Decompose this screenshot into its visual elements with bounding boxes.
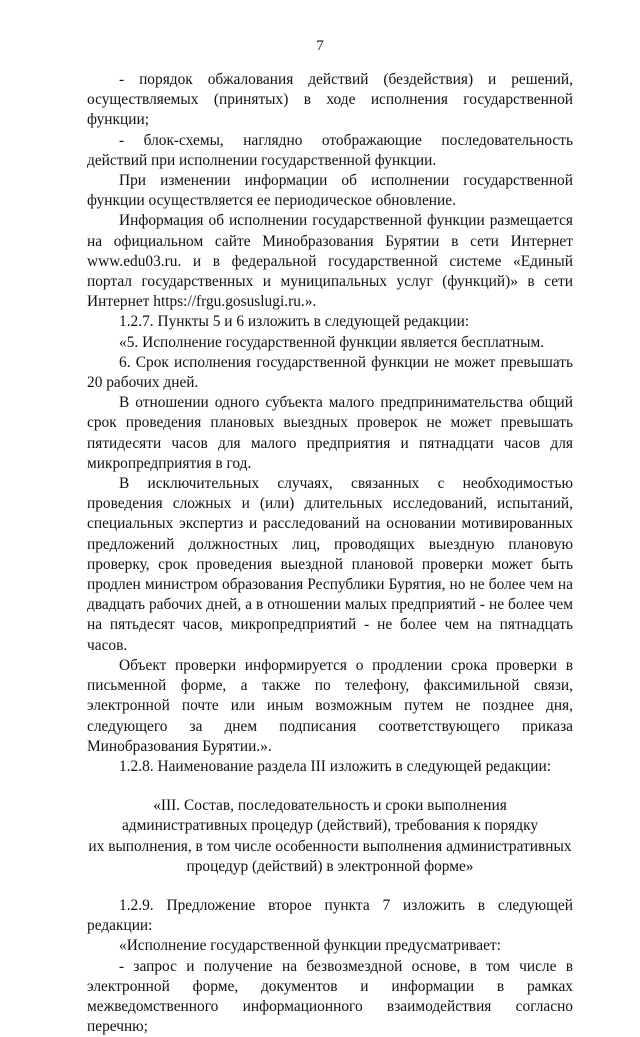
paragraph-info-update: При изменении информации об исполнении государственной функции осуществляется ее периодическое обновление. xyxy=(87,172,573,210)
paragraph-flowcharts: - блок-схемы, наглядно отображающие последовательность действий при исполнении государственной функции. xyxy=(87,131,573,169)
paragraph-item-1-2-8: 1.2.8. Наименование раздела III изложить в следующей редакции: xyxy=(119,757,552,775)
paragraph-item-1-2-7: 1.2.7. Пункты 5 и 6 изложить в следующей редакции: xyxy=(119,313,470,331)
heading-line: административных процедур (действий), требования к порядку xyxy=(121,817,539,835)
paragraph-item-1-2-9: 1.2.9. Предложение второе пункта 7 изложить в следующей редакции: xyxy=(87,896,573,935)
heading-line: процедур (действий) в электронной форме» xyxy=(186,857,474,875)
section-heading xyxy=(87,796,573,877)
heading-line: их выполнения, в том числе особенности выполнения административных xyxy=(88,837,572,855)
heading-line: «III. Состав, последовательность и сроки выполнения xyxy=(153,797,507,815)
document-body xyxy=(87,70,573,1037)
paragraph-point-6: 6. Срок исполнения государственной функции не может превышать 20 рабочих дней. xyxy=(87,353,573,392)
paragraph-inspection-notice: Объект проверки информируется о продлении срока проверки в письменной форме, а также по телефону, факсимильной связи, электронной почте или иным возможным путем не позднее дня, следующего за днем подписания соответствующего приказа Минобразования Бурятии.». xyxy=(87,656,573,755)
paragraph-request-documents: - запрос и получение на безвозмездной основе, в том числе в электронной форме, документов и информации в рамках межведомственного информационного взаимодействия согласно перечню; xyxy=(87,957,573,1036)
paragraph-info-publication: Информация об исполнении государственной функции размещается на официальном сайте Минобразования Бурятии в сети Интернет www.edu03.ru. и в федеральной государственной системе «Единый портал государственных и муниципальных услуг (функций)» в сети Интернет https://frgu.gosuslugi.ru.». xyxy=(87,212,573,311)
page-number: 7 xyxy=(316,38,324,54)
paragraph-exceptional-cases: В исключительных случаях, связанных с необходимостью проведения сложных и (или) длительных исследований, испытаний, специальных экспертиз и расследований на основании мотивированных предложений должностных лиц, проводящих выездную плановую проверку, срок проведения выездной плановой проверки может быть продлен министром образования Республики Бурятия, но не более чем на двадцать рабочих дней, а в отношении малых предприятий - не более чем на пятьдесят часов, микропредприятий - не более чем на пятнадцать часов. xyxy=(87,475,573,654)
paragraph-function-provides: «Исполнение государственной функции предусматривает: xyxy=(119,937,501,955)
paragraph-point-5: «5. Исполнение государственной функции является бесплатным. xyxy=(119,333,545,351)
paragraph-appeal-procedure: - порядок обжалования действий (бездействия) и решений, осуществляемых (принятых) в ходе исполнения государственной функции; xyxy=(87,71,573,129)
paragraph-small-business: В отношении одного субъекта малого предпринимательства общий срок проведения плановых выездных проверок не может превышать пятидесяти часов для малого предприятия и пятнадцати часов для микропредприятия в год. xyxy=(87,394,573,472)
